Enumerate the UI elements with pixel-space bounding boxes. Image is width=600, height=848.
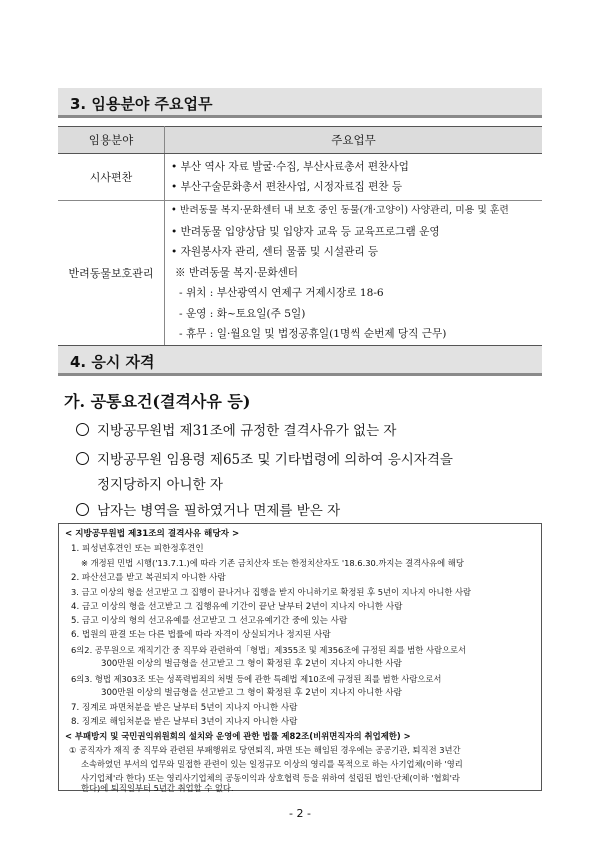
box-item: 5. 금고 이상의 형의 선고유예를 선고받고 그 선고유예기간 중에 있는 사람 [71,616,348,626]
note-title: ※ 반려동물 복지·문화센터 [175,266,299,279]
duty-item: • 반려동물 입양상담 및 입양자 교육 등 교육프로그램 운영 [165,222,542,243]
box-paragraph-line: 한다)에 퇴직일부터 5년간 취업할 수 없다. [81,783,234,793]
circle-bullet-icon [76,423,89,436]
section-4-title: 4. 응시 자격 [70,353,155,371]
box-item: 7. 징계로 파면처분을 받은 날부터 5년이 지나지 아니한 사람 [71,703,298,713]
box-item: 6의2. 공무원으로 재직기간 중 직무와 관련하여「형법」제355조 및 제356조에 규정된 죄를 범한 사람으로서 [71,645,467,655]
box-item: 1. 피성년후견인 또는 피한정후견인 [71,544,204,554]
note-line: - 휴무 : 일·월요일 및 법정공휴일(1명씩 순번제 당직 근무) [179,328,447,340]
duty-item: • 자원봉사자 관리, 센터 물품 및 시설관리 등 [165,242,542,263]
requirement-text: 지방공무원 임용령 제65조 및 기타법령에 의하여 응시자격을 [97,452,453,468]
duty-item: • 부산구술문화총서 편찬사업, 시정자료집 편찬 등 [165,177,542,198]
row-duties [165,201,543,346]
section-3-title: 3. 임용분야 주요업무 [70,95,213,113]
row-field: 시사편찬 [58,154,165,201]
box-paragraph-line: 사기업체'라 한다) 또는 영리사기업체의 공동이익과 상호협력 등을 위하여 설립된 법인·단체(이하 '협회'라 [81,773,460,783]
box-item: 2. 파산선고를 받고 복권되지 아니한 사람 [71,573,226,583]
box-paragraph-line: 소속하였던 부서의 업무와 밀접한 관련이 있는 일정규모 이상의 영리를 목적으로 하는 사기업체(이하 '영리 [81,759,463,769]
requirement-text: 남자는 병역을 필하였거나 면제를 받은 자 [97,503,341,519]
page-number: - 2 - [289,807,311,820]
box-item: 6의3. 형법 제303조 또는 성폭력범죄의 처벌 등에 관한 특례법 제10조에 규정된 죄를 범한 사람으로서 [71,674,442,684]
note-line: - 운영 : 화~토요일(주 5일) [179,307,306,320]
box-paragraph-line: ① 공직자가 재직 중 직무와 관련된 부패행위로 당연퇴직, 파면 또는 해임된 경우에는 공공기관, 퇴직전 3년간 [69,745,461,755]
note-line: - 위치 : 부산광역시 연제구 거제시장로 18-6 [179,287,384,299]
row-duties [165,154,543,201]
box-title-2: < 부패방지 및 국민권익위원회의 설치와 운영에 관한 법률 제82조(비위면직자의 취업제한) > [65,731,411,741]
box-item: 300만원 이상의 벌금형을 선고받고 그 형이 확정된 후 2년이 지나지 아니한 사람 [101,659,402,669]
table-row [58,201,542,346]
row-field: 반려동물보호관리 [58,201,165,346]
box-item: 4. 금고 이상의 형을 선고받고 그 집행유예 기간이 끝난 날부터 2년이 지나지 아니한 사람 [71,602,403,612]
requirement-continuation: 정지당하지 아니한 자 [97,477,223,493]
duty-item: • 부산 역사 자료 발굴·수집, 부산사료총서 편찬사업 [165,157,542,178]
circle-bullet-icon [76,452,89,465]
requirement-item [76,448,453,468]
box-item: 8. 징계로 해임처분을 받은 날부터 3년이 지나지 아니한 사람 [71,717,298,727]
disqualification-box [58,523,542,791]
header-duties: 주요업무 [165,127,543,154]
header-field: 임용분야 [58,127,165,154]
requirement-item [76,499,340,519]
requirement-text: 지방공무원법 제31조에 규정한 결격사유가 없는 자 [97,423,397,439]
box-item: ※ 개정된 민법 시행('13.7.1.)에 따라 기존 금치산자 또는 한정치산자도 '18.6.30.까지는 결격사유에 해당 [81,558,464,568]
section-3-header [58,88,542,118]
subheading-common-requirements: 가. 공통요건(결격사유 등) [64,392,251,411]
duties-table [58,126,542,346]
box-item: 300만원 이상의 벌금형을 선고받고 그 형이 확정된 후 2년이 지나지 아니한 사람 [101,688,402,698]
requirement-item [76,419,396,439]
table-header-row [58,127,542,154]
table-row [58,154,542,201]
circle-bullet-icon [76,503,89,516]
section-4-header [58,346,542,376]
box-item: 6. 법원의 판결 또는 다른 법률에 따라 자격이 상실되거나 정지된 사람 [71,630,331,640]
box-title-1: < 지방공무원법 제31조의 결격사유 해당자 > [65,529,240,539]
box-item: 3. 금고 이상의 형을 선고받고 그 집행이 끝나거나 집행을 받지 아니하기로 확정된 후 5년이 지나지 아니한 사람 [71,587,472,597]
duty-item: • 반려동물 복지·문화센터 내 보호 중인 동물(개·고양이) 사양관리, 미용 및 훈련 [165,201,542,222]
